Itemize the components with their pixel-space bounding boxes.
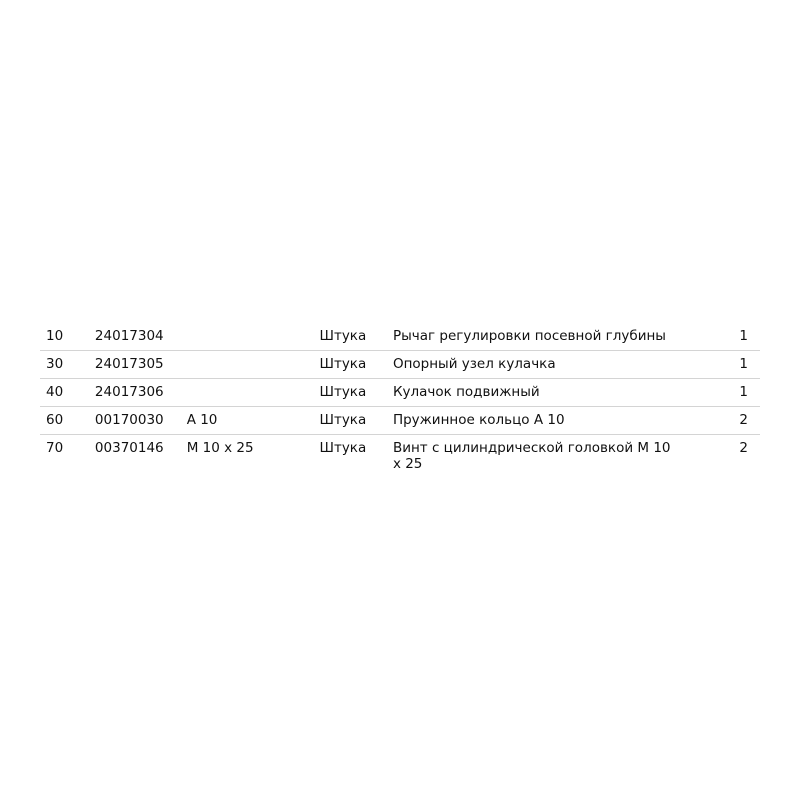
quantity-cell: 2 [739,412,748,428]
quantity-cell: 1 [739,328,748,344]
article-cell: 00370146 [94,440,164,456]
table-row [40,351,760,379]
article-cell: 24017304 [94,328,164,344]
size-cell [187,351,320,379]
size-cell [187,323,320,351]
parts-table [40,323,760,478]
position-cell: 30 [46,356,64,372]
article-cell: 00170030 [94,412,164,428]
position-cell: 10 [46,328,64,344]
description-cell: Опорный узел кулачка [392,356,556,372]
table-row [40,323,760,351]
description-cell: Пружинное кольцо A 10 [392,412,565,428]
quantity-cell: 1 [739,384,748,400]
table-row [40,379,760,407]
size-cell: A 10 [186,412,218,428]
position-cell: 70 [46,440,64,456]
unit-cell: Штука [319,440,367,456]
description-cell: Рычаг регулировки посевной глубины [392,328,666,344]
unit-cell: Штука [319,412,367,428]
quantity-cell: 2 [739,440,748,456]
description-cell: Винт с цилиндрической головкой M 10 x 25 [392,440,671,472]
position-cell: 40 [46,384,64,400]
unit-cell: Штука [319,356,367,372]
quantity-cell: 1 [739,356,748,372]
size-cell: M 10 x 25 [186,440,254,456]
table-row [40,407,760,435]
article-cell: 24017305 [94,356,164,372]
unit-cell: Штука [319,384,367,400]
description-cell: Кулачок подвижный [392,384,540,400]
unit-cell: Штука [319,328,367,344]
size-cell [187,379,320,407]
position-cell: 60 [46,412,64,428]
table-row [40,435,760,479]
article-cell: 24017306 [94,384,164,400]
